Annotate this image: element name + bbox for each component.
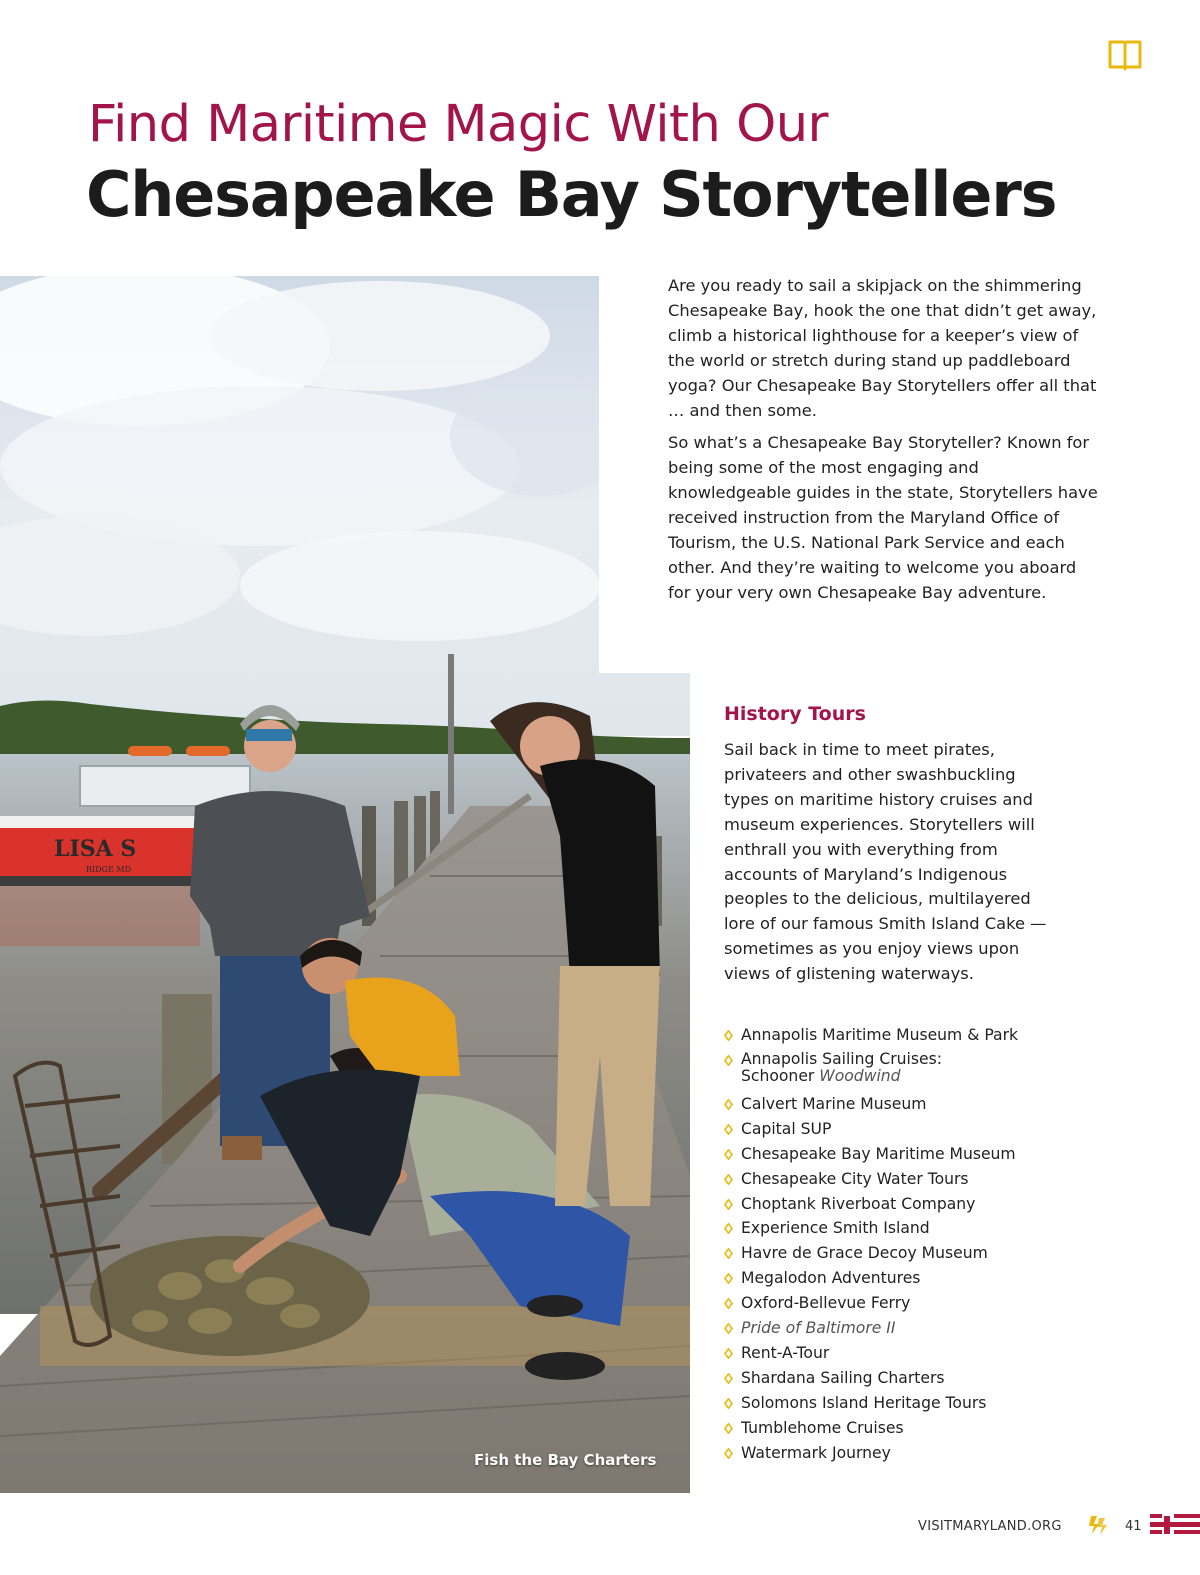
diamond-bullet-icon <box>724 1124 733 1135</box>
list-item: Watermark Journey <box>724 1441 1104 1466</box>
diamond-bullet-icon <box>724 1323 733 1334</box>
diamond-bullet-icon <box>724 1248 733 1259</box>
book-icon <box>1107 37 1143 71</box>
lightning-icon <box>1088 1514 1108 1536</box>
intro-paragraph: Are you ready to sail a skipjack on the shimmering Chesapeake Bay, hook the one that didn’t get away, climb a historical lighthouse for a keeper’s view of the world or stretch during stand up paddleboard yoga? Our Chesapeake Bay Storytellers offer all that … and then some. <box>668 276 1097 420</box>
list-item: Shardana Sailing Charters <box>724 1366 1104 1391</box>
section-title-history-tours: History Tours <box>724 703 866 725</box>
diamond-bullet-icon <box>724 1199 733 1210</box>
diamond-bullet-icon <box>724 1298 733 1309</box>
diamond-bullet-icon <box>724 1223 733 1234</box>
diamond-bullet-icon <box>724 1398 733 1409</box>
boat-name: LISA S <box>54 836 137 862</box>
page-number: 41 <box>1125 1519 1142 1534</box>
list-item: Pride of Baltimore II <box>724 1316 1104 1341</box>
list-item: Annapolis Sailing Cruises: Schooner Woodwind <box>724 1048 1104 1092</box>
diamond-bullet-icon <box>724 1448 733 1459</box>
list-item: Tumblehome Cruises <box>724 1416 1104 1441</box>
intro-paragraph: So what’s a Chesapeake Bay Storyteller? Known for being some of the most engaging and knowledgeable guides in the state, Storytellers have received instruction from the Maryland Office of Tourism, the U.S. National Park Service and each other. And they’re waiting to welcome you aboard for your very own Chesapeake Bay adventure. <box>668 433 1098 602</box>
list-item: Capital SUP <box>724 1117 1104 1142</box>
diamond-bullet-icon <box>724 1055 733 1066</box>
diamond-bullet-icon <box>724 1348 733 1359</box>
list-item: Chesapeake City Water Tours <box>724 1167 1104 1192</box>
diamond-bullet-icon <box>724 1273 733 1284</box>
diamond-bullet-icon <box>724 1149 733 1160</box>
list-item: Experience Smith Island <box>724 1216 1104 1241</box>
footer-url: VISITMARYLAND.ORG <box>918 1519 1062 1534</box>
list-item: Oxford-Bellevue Ferry <box>724 1291 1104 1316</box>
diamond-bullet-icon <box>724 1423 733 1434</box>
list-item: Choptank Riverboat Company <box>724 1192 1104 1217</box>
list-item: Megalodon Adventures <box>724 1266 1104 1291</box>
diamond-bullet-icon <box>724 1030 733 1041</box>
list-item: Rent-A-Tour <box>724 1341 1104 1366</box>
list-item: Chesapeake Bay Maritime Museum <box>724 1142 1104 1167</box>
diamond-bullet-icon <box>724 1373 733 1384</box>
headline-line2: Chesapeake Bay Storytellers <box>86 158 1057 231</box>
photo-caption: Fish the Bay Charters <box>474 1451 657 1469</box>
list-item: Havre de Grace Decoy Museum <box>724 1241 1104 1266</box>
boat-sub: RIDGE MD <box>86 865 131 874</box>
feature-photo <box>0 276 690 1493</box>
list-item: Calvert Marine Museum <box>724 1092 1104 1117</box>
intro-text <box>668 274 1098 614</box>
headline-line1: Find Maritime Magic With Our <box>88 95 829 154</box>
diamond-bullet-icon <box>724 1174 733 1185</box>
diamond-bullet-icon <box>724 1099 733 1110</box>
tour-list <box>724 1023 1104 1466</box>
maryland-flag-icon <box>1150 1512 1200 1538</box>
list-item: Annapolis Maritime Museum & Park <box>724 1023 1104 1048</box>
history-tours-body: Sail back in time to meet pirates, privateers and other swashbuckling types on maritime history cruises and museum experiences. Storytellers will enthrall you with everything from accounts of Maryland’s Indigenous peoples to the delicious, multilayered lore of our famous Smith Island Cake — sometimes as you enjoy views upon views of glistening waterways. <box>724 740 1047 984</box>
list-item: Solomons Island Heritage Tours <box>724 1391 1104 1416</box>
